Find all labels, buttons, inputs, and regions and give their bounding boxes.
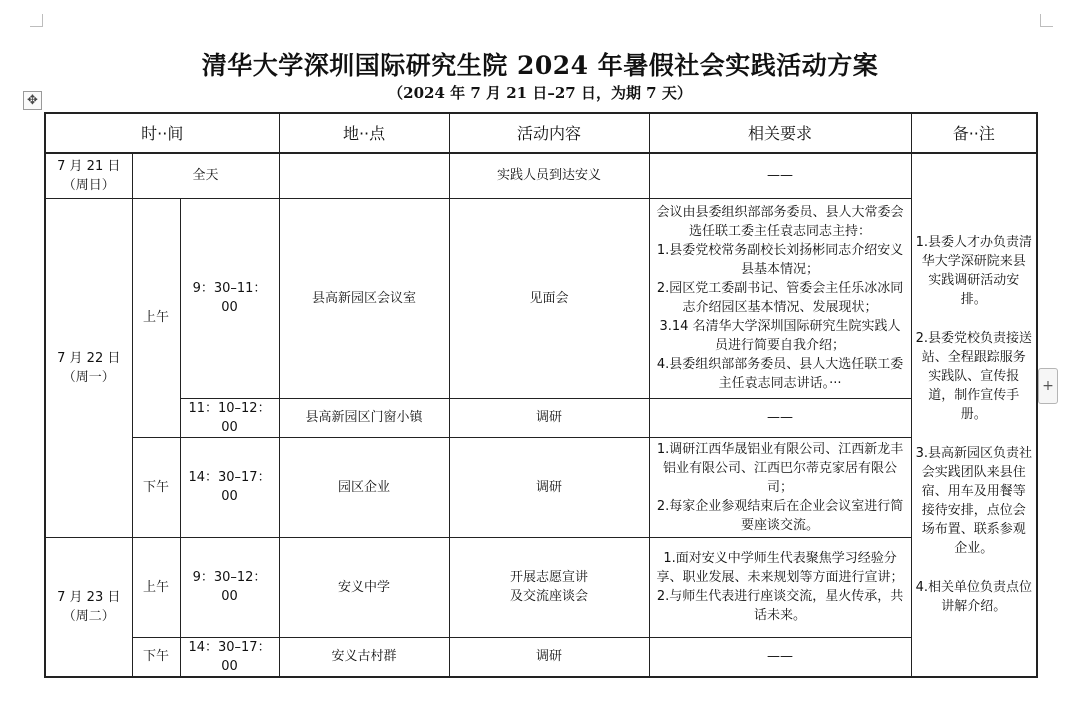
table-row bbox=[45, 398, 1037, 437]
period-cell: 下午 bbox=[132, 637, 180, 677]
requirement-cell bbox=[649, 437, 911, 537]
table-row bbox=[45, 537, 1037, 637]
place-cell: 县高新园区门窗小镇 bbox=[279, 398, 449, 437]
table-row bbox=[45, 637, 1037, 677]
header-requirements: 相关要求 bbox=[649, 113, 911, 153]
requirement-line: 1.调研江西华晟铝业有限公司、江西新龙丰铝业有限公司、江西巴尔蒂克家居有限公司； bbox=[656, 441, 904, 495]
time-cell: 9：30–12：00 bbox=[180, 537, 279, 637]
schedule-table bbox=[44, 112, 1038, 678]
table-row bbox=[45, 153, 1037, 198]
crop-mark-top-right bbox=[1040, 14, 1053, 27]
date-cell bbox=[45, 153, 132, 198]
date-text: 7 月 23 日 bbox=[57, 589, 121, 605]
requirement-line: 2.与师生代表进行座谈交流，星火传承，共话未来。 bbox=[656, 589, 904, 623]
requirement-line: 1.县委党校常务副校长刘扬彬同志介绍安义县基本情况； bbox=[656, 243, 904, 277]
table-header-row bbox=[45, 113, 1037, 153]
requirement-cell: —— bbox=[649, 637, 911, 677]
period-cell: 全天 bbox=[132, 153, 279, 198]
date-text: 7 月 22 日 bbox=[57, 350, 121, 366]
note-item: 1.县委人才办负责清华大学深研院来县实践调研活动安排。 bbox=[915, 235, 1032, 308]
header-activity: 活动内容 bbox=[449, 113, 649, 153]
place-cell bbox=[279, 153, 449, 198]
activity-line: 及交流座谈会 bbox=[510, 589, 589, 604]
table-row bbox=[45, 437, 1037, 537]
add-column-button[interactable]: + bbox=[1038, 368, 1058, 404]
requirement-line: 3.14 名清华大学深圳国际研究生院实践人员进行简要自我介绍； bbox=[659, 319, 901, 353]
table-move-handle-icon[interactable]: ✥ bbox=[23, 91, 42, 110]
weekday-text: （周日） bbox=[62, 177, 115, 193]
requirement-line: 2.园区党工委副书记、管委会主任乐冰冰同志介绍园区基本情况、发展现状； bbox=[656, 281, 904, 315]
table-row bbox=[45, 198, 1037, 398]
time-cell: 11：10–12：00 bbox=[180, 398, 279, 437]
requirement-line: 会议由县委组织部部务委员、县人大常委会选任联工委主任袁志同志主持： bbox=[656, 205, 904, 239]
note-item: 2.县委党校负责接送站、全程跟踪服务实践队、宣传报道，制作宣传手册。 bbox=[915, 331, 1032, 423]
requirement-line: 1.面对安义中学师生代表聚焦学习经验分享、职业发展、未来规划等方面进行宣讲； bbox=[656, 551, 904, 585]
date-text: 7 月 21 日 bbox=[57, 158, 121, 174]
period-cell: 下午 bbox=[132, 437, 180, 537]
header-notes: 备··注 bbox=[911, 113, 1037, 153]
requirement-cell: —— bbox=[649, 398, 911, 437]
place-cell: 安义古村群 bbox=[279, 637, 449, 677]
header-time: 时··间 bbox=[45, 113, 279, 153]
place-cell: 县高新园区会议室 bbox=[279, 198, 449, 398]
place-cell: 园区企业 bbox=[279, 437, 449, 537]
activity-cell bbox=[449, 537, 649, 637]
date-cell bbox=[45, 537, 132, 677]
requirement-line: 2.每家企业参观结束后在企业会议室进行简要座谈交流。 bbox=[656, 498, 904, 533]
notes-cell bbox=[911, 153, 1037, 677]
requirement-cell: —— bbox=[649, 153, 911, 198]
activity-line: 开展志愿宣讲 bbox=[510, 570, 589, 585]
time-cell: 14：30–17：00 bbox=[180, 637, 279, 677]
document-subtitle: （2024 年 7 月 21 日–27 日，为期 7 天） bbox=[388, 84, 692, 102]
activity-cell: 调研 bbox=[449, 437, 649, 537]
time-cell: 14：30–17：00 bbox=[180, 437, 279, 537]
activity-cell: 调研 bbox=[449, 398, 649, 437]
requirement-cell bbox=[649, 537, 911, 637]
crop-mark-top-left bbox=[30, 14, 43, 27]
document-title: 清华大学深圳国际研究生院 2024 年暑假社会实践活动方案 bbox=[201, 51, 879, 80]
weekday-text: （周一） bbox=[62, 369, 115, 385]
activity-cell: 实践人员到达安义 bbox=[449, 153, 649, 198]
time-cell: 9：30–11：00 bbox=[180, 198, 279, 398]
weekday-text: （周二） bbox=[62, 608, 115, 624]
date-cell bbox=[45, 198, 132, 537]
requirement-cell bbox=[649, 198, 911, 398]
activity-cell: 见面会 bbox=[449, 198, 649, 398]
header-place: 地··点 bbox=[279, 113, 449, 153]
note-item: 4.相关单位负责点位讲解介绍。 bbox=[915, 580, 1032, 615]
requirement-line: 4.县委组织部部务委员、县人大选任联工委主任袁志同志讲话。··· bbox=[656, 357, 904, 391]
activity-cell: 调研 bbox=[449, 637, 649, 677]
period-cell: 上午 bbox=[132, 198, 180, 437]
period-cell: 上午 bbox=[132, 537, 180, 637]
place-cell: 安义中学 bbox=[279, 537, 449, 637]
note-item: 3.县高新园区负责社会实践团队来县住宿、用车及用餐等接待安排，点位会场布置、联系参观企业。 bbox=[915, 446, 1032, 557]
